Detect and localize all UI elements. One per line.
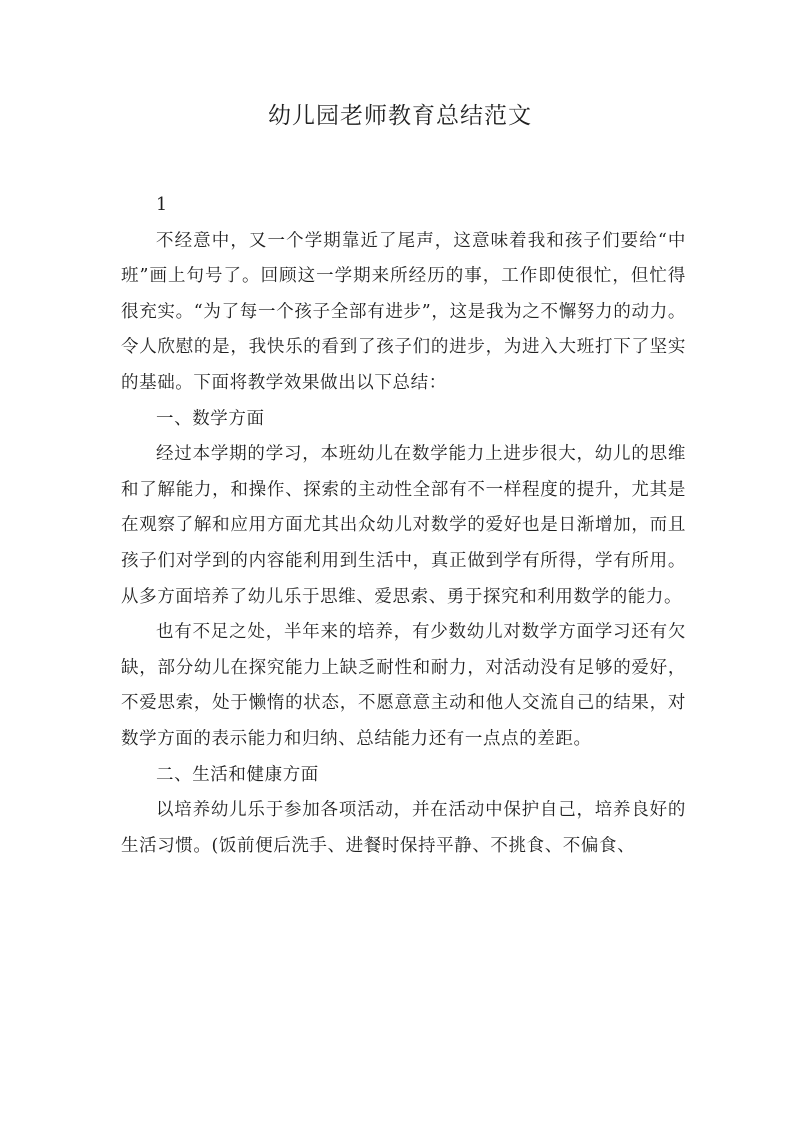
- math-paragraph-1: 经过本学期的学习，本班幼儿在数学能力上进步很大，幼儿的思维和了解能力，和操作、探索的主动性全部有不一样程度的提升，尤其是在观察了解和应用方面尤其出众幼儿对数学的爱好也是日渐增加，而且孩子们对学到的内容能利用到生活中，真正做到学有所得，学有所用。从多方面培养了幼儿乐于思维、爱思索、勇于探究和利用数学的能力。: [121, 444, 686, 607]
- page-title: 幼儿园老师教育总结范文: [268, 103, 532, 129]
- life-section-heading: 二、生活和健康方面: [156, 764, 319, 785]
- intro-paragraph: 不经意中，又一个学期靠近了尾声，这意味着我和孩子们要给“中班”画上句号了。回顾这一学期来所经历的事，工作即使很忙，但忙得很充实。“为了每一个孩子全部有进步”，这是我为之不懈努力的动力。令人欣慰的是，我快乐的看到了孩子们的进步，为进入大班打下了坚实的基础。下面将教学效果做出以下总结：: [121, 230, 686, 393]
- math-paragraph-2: 也有不足之处，半年来的培养，有少数幼儿对数学方面学习还有欠缺，部分幼儿在探究能力上缺乏耐性和耐力，对活动没有足够的爱好，不爱思索，处于懒惰的状态，不愿意意主动和他人交流自己的结果，对数学方面的表示能力和归纳、总结能力还有一点点的差距。: [121, 622, 686, 749]
- document-body: [121, 188, 686, 864]
- math-section-heading: 一、数学方面: [156, 408, 265, 429]
- section-number: 1: [156, 195, 168, 215]
- life-paragraph-1: 以培养幼儿乐于参加各项活动，并在活动中保护自己，培养良好的生活习惯。(饭前便后洗手、进餐时保持平静、不挑食、不偏食、: [121, 800, 686, 856]
